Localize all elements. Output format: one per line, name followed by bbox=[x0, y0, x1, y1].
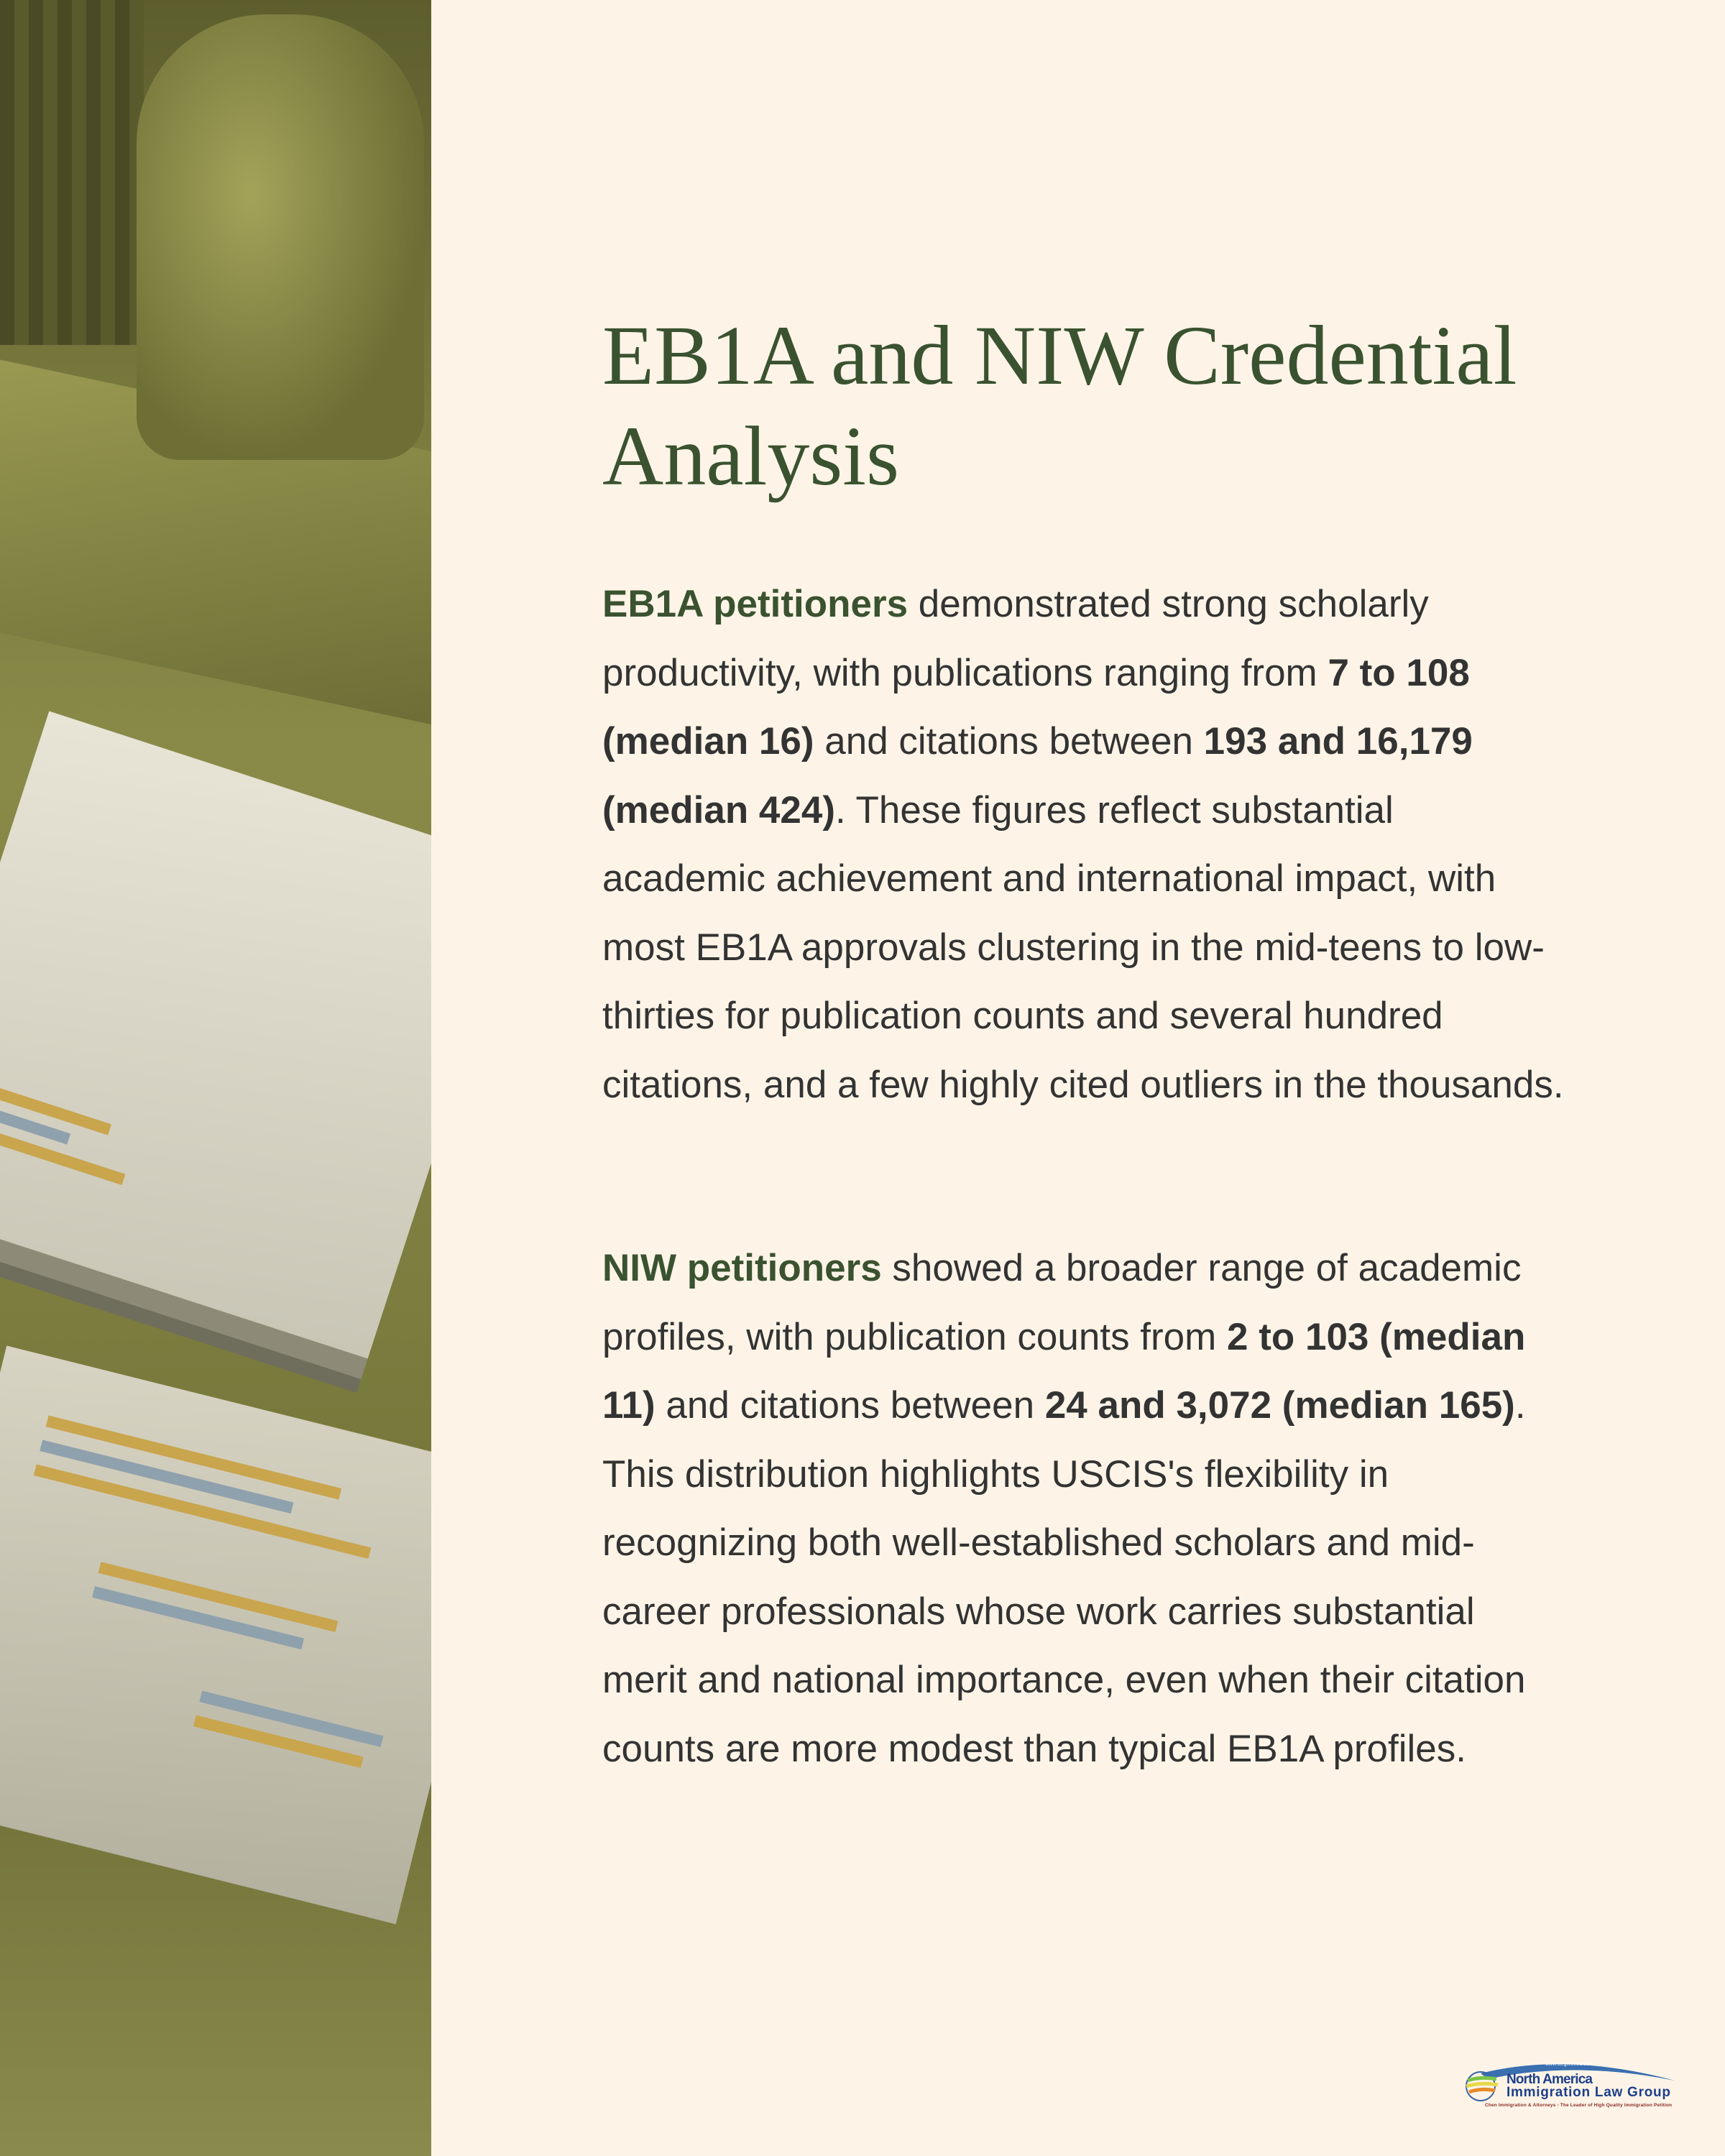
logo-name-line1: North America bbox=[1506, 2072, 1593, 2087]
eb1a-lead: EB1A petitioners bbox=[602, 583, 908, 625]
eb1a-paragraph bbox=[602, 570, 1565, 1119]
page-title: EB1A and NIW Credential Analysis bbox=[602, 308, 1517, 503]
niw-text-1: showed a broader range of academic profiles, with publication counts from bbox=[602, 1247, 1522, 1358]
logo-tagline: Chen Immigration & Attorneys - The Leader of High Quality Immigration Petition bbox=[1485, 2103, 1672, 2108]
eb1a-text-1: demonstrated strong scholarly productivity, with publications ranging from bbox=[602, 583, 1429, 694]
eb1a-publications-range: 7 to 108 (median 16) bbox=[602, 651, 1470, 763]
logo-url: www.wegreened.com bbox=[1545, 2062, 1593, 2067]
company-logo bbox=[1459, 2052, 1682, 2109]
niw-citations-range: 24 and 3,072 (median 165) bbox=[1044, 1384, 1515, 1427]
niw-paragraph bbox=[602, 1234, 1565, 1783]
niw-text-2: and citations between bbox=[655, 1384, 1045, 1427]
eb1a-citations-range: 193 and 16,179 (median 424) bbox=[602, 720, 1473, 831]
report-paper bbox=[0, 711, 431, 1358]
niw-lead: NIW petitioners bbox=[602, 1247, 882, 1289]
chart-paper bbox=[0, 1346, 431, 1925]
decorative-photo-panel bbox=[0, 0, 431, 2156]
vase bbox=[137, 14, 424, 460]
niw-publications-range: 2 to 103 (median 11) bbox=[602, 1315, 1526, 1427]
background-wall bbox=[0, 0, 144, 345]
logo-name-line2: Immigration Law Group bbox=[1506, 2085, 1670, 2100]
niw-text-3: . This distribution highlights USCIS's flexibility in recognizing both well-established scholars and mid-career professionals whose work carries substantial merit and national importance, even when their citation counts are more modest than typical EB1A profiles. bbox=[602, 1384, 1526, 1770]
eb1a-text-3: . These figures reflect substantial academic achievement and international impact, with most EB1A approvals clustering in the mid-teens to low-thirties for publication counts and several hundred citations, and a few highly cited outliers in the thousands. bbox=[602, 788, 1564, 1106]
eb1a-text-2: and citations between bbox=[814, 720, 1204, 763]
